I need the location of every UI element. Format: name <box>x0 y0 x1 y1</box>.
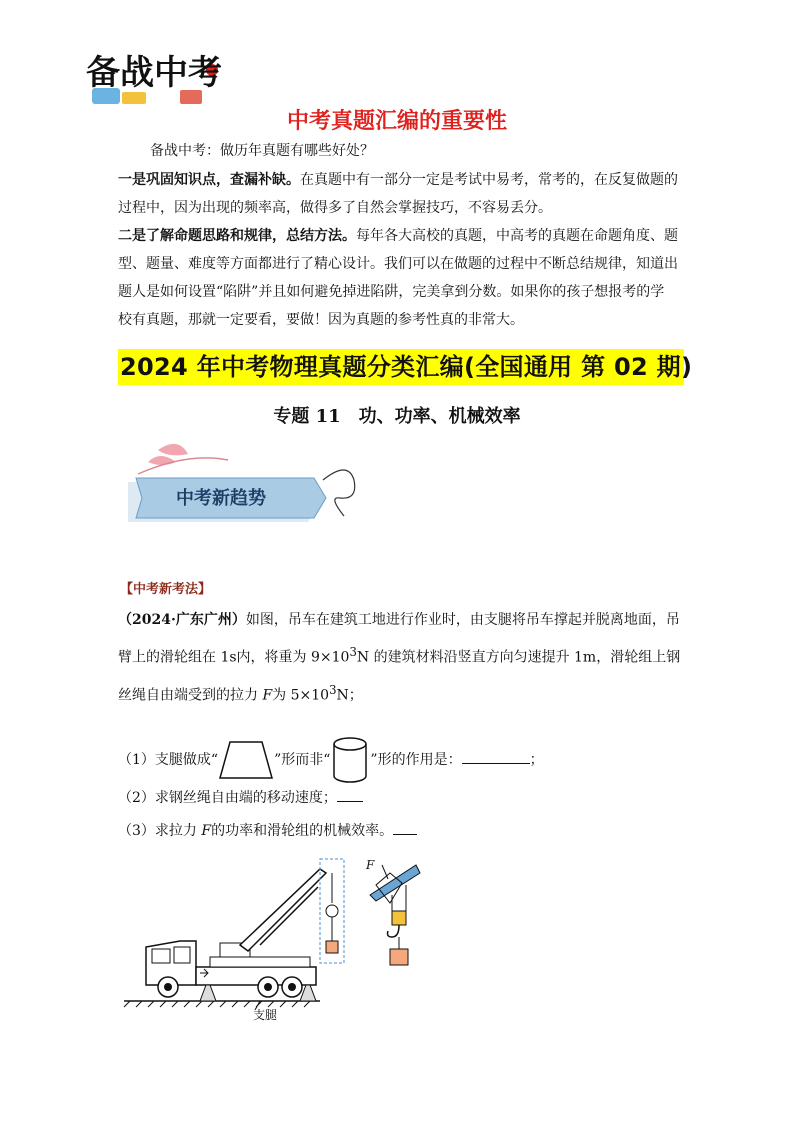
q2-text: （2）求钢丝绳自由端的移动速度； <box>118 790 337 806</box>
figure-caption: 支腿 <box>253 1008 278 1022</box>
q3-text: （3）求拉力 <box>118 823 202 839</box>
point2-lead: 二是了解命题思路和规律，总结方法。 <box>118 228 356 244</box>
section-tag: 【中考新考法】 <box>120 582 212 597</box>
point1-body: 在真题中有一部分一定是考试中易考，常考的，在反复做题的过程中，因为出现的频率高，做得多了自然会掌握技巧，不容易丢分。 <box>118 172 678 216</box>
logo-text: 备战中考 <box>86 53 222 93</box>
point2-body: 每年各大高校的真题，中高考的真题在命题角度、题型、题量、难度等方面都进行了精心设计。我们可以在做题的过程中不断总结规律，知道出题人是如何设置“陷阱”并且如何避免掉进陷阱，完美拿到分数。如果你的孩子想报考的学校有真题，那就一定要看，要做！因为真题的参考性真的非常大。 <box>118 228 678 328</box>
sub-question-2 <box>118 782 688 814</box>
cylinder-icon <box>330 736 370 784</box>
trapezoid-icon <box>218 740 274 780</box>
variable-f: F <box>262 687 273 704</box>
exponent: 3 <box>329 682 337 697</box>
answer-blank-1[interactable] <box>462 747 530 764</box>
force-label: F <box>366 858 375 872</box>
intro-point-2 <box>118 222 678 334</box>
stem-part: N 的建筑材料沿竖直方向匀速提升 1m，滑轮组上钢丝绳自由端受到的拉力 <box>118 649 681 704</box>
q1-text: ”形的作用是： <box>370 752 462 768</box>
stem-part: 为 5×10 <box>272 687 330 704</box>
main-title: 2024 年中考物理真题分类汇编(全国通用 第 02 期) <box>120 353 693 381</box>
q3-text: 的功率和滑轮组的机械效率。 <box>211 823 394 839</box>
intro-question: 备战中考：做历年真题有哪些好处？ <box>150 143 374 159</box>
q1-text: ； <box>529 752 544 768</box>
sub-question-1 <box>118 736 688 784</box>
exponent: 3 <box>349 645 357 659</box>
variable-f: F <box>201 823 212 839</box>
crane-figure <box>120 855 440 1025</box>
q1-text: （1）支腿做成“ <box>118 752 219 768</box>
answer-blank-2[interactable] <box>337 785 363 802</box>
leaf-icon <box>158 444 188 455</box>
answer-blank-3[interactable] <box>393 818 417 835</box>
stem-part: N； <box>336 687 363 704</box>
intro-point-1 <box>118 166 678 222</box>
main-title-block <box>118 345 693 389</box>
question-source: （2024·广东广州） <box>118 612 246 628</box>
q1-text: ”形而非“ <box>274 752 331 768</box>
page-title: 中考真题汇编的重要性 <box>286 109 507 134</box>
stem-part: 如图，吊车在建筑工地进行作业时，由支腿将吊车撑起并脱离地面，吊臂上的滑轮组在 1s内，将重为 9×10 <box>118 612 680 666</box>
question-stem <box>118 604 688 711</box>
point1-lead: 一是巩固知识点，查漏补缺。 <box>118 172 300 188</box>
logo <box>82 48 242 110</box>
sub-question-3 <box>118 815 688 847</box>
banner-label: 中考新趋势 <box>176 488 266 509</box>
topic-subtitle: 专题 11 功、功率、机械效率 <box>273 406 521 427</box>
